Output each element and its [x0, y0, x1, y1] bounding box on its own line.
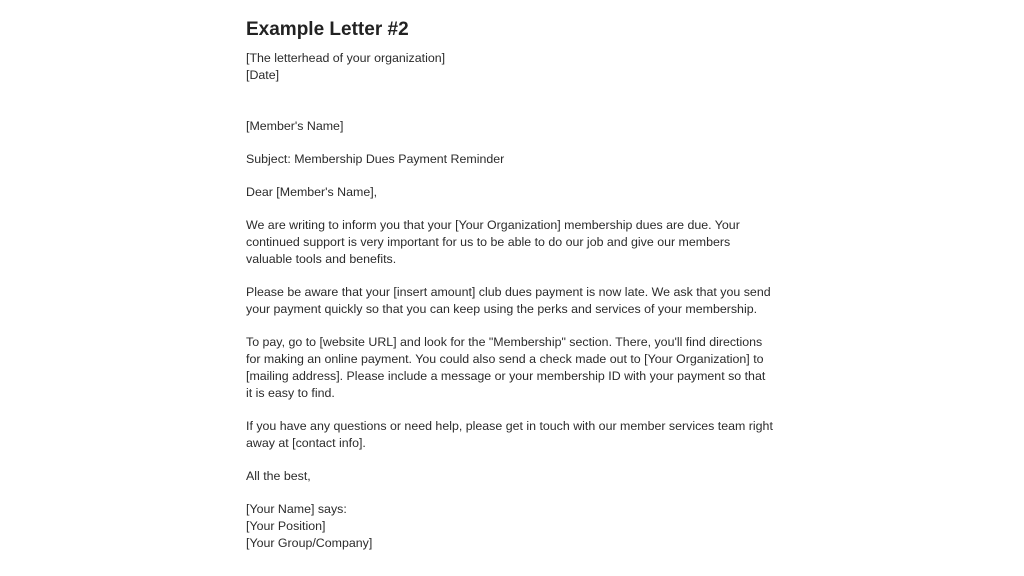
recipient-name: [Member's Name]	[246, 119, 344, 133]
letter	[246, 19, 806, 552]
signature-name: [Your Name] says:	[246, 502, 347, 516]
paragraph-line: If you have any questions or need help, please get in touch with our member services team right	[246, 419, 773, 433]
paragraph-line: away at [contact info].	[246, 436, 366, 450]
signature-block	[246, 501, 806, 552]
body-paragraph-4	[246, 418, 806, 452]
date-placeholder: [Date]	[246, 68, 280, 82]
signature-position: [Your Position]	[246, 519, 326, 533]
signature-company: [Your Group/Company]	[246, 536, 373, 550]
paragraph-line: your payment quickly so that you can keep using the perks and services of your membership.	[246, 302, 758, 316]
body-paragraph-3	[246, 334, 806, 402]
salutation: Dear [Member's Name],	[246, 185, 378, 199]
paragraph-line: it is easy to find.	[246, 386, 335, 400]
paragraph-line: Please be aware that your [insert amount] club dues payment is now late. We ask that you send	[246, 285, 771, 299]
body-paragraph-2	[246, 284, 806, 318]
paragraph-line: To pay, go to [website URL] and look for the "Membership" section. There, you'll find directions	[246, 335, 763, 349]
closing: All the best,	[246, 469, 311, 483]
paragraph-line: for making an online payment. You could also send a check made out to [Your Organization] to	[246, 352, 764, 366]
paragraph-line: We are writing to inform you that your [Your Organization] membership dues are due. Your	[246, 218, 740, 232]
paragraph-line: continued support is very important for us to be able to do our job and give our members	[246, 235, 731, 249]
letterhead-placeholder: [The letterhead of your organization]	[246, 51, 446, 65]
subject-line: Subject: Membership Dues Payment Reminder	[246, 152, 505, 166]
letter-header	[246, 50, 806, 84]
paragraph-line: valuable tools and benefits.	[246, 252, 397, 266]
paragraph-line: [mailing address]. Please include a message or your membership ID with your payment so that	[246, 369, 766, 383]
body-paragraph-1	[246, 217, 806, 268]
letter-title: Example Letter #2	[246, 19, 409, 40]
